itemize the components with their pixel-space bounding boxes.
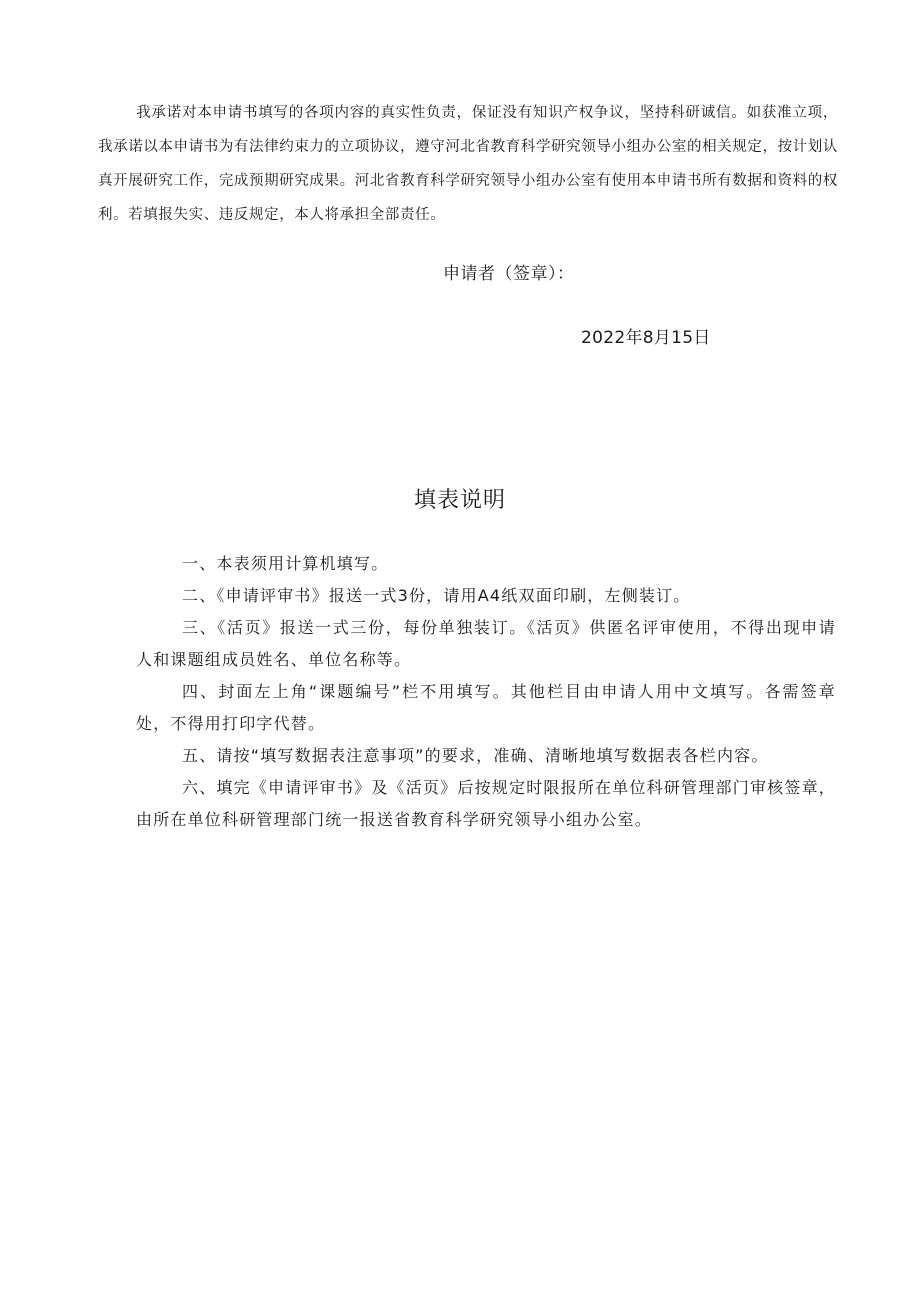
- pledge-paragraph: [98, 96, 838, 232]
- instructions-list: [136, 548, 836, 836]
- pledge-text: 我承诺对本申请书填写的各项内容的真实性负责，保证没有知识产权争议，坚持科研诚信。如获准立项，我承诺以本申请书为有法律约束力的立项协议，遵守河北省教育科学研究领导小组办公室的相关规定，按计划认真开展研究工作，完成预期研究成果。河北省教育科学研究领导小组办公室有使用本申请书所有数据和资料的权利。若填报失实、违反规定，本人将承担全部责任。: [98, 105, 838, 223]
- instruction-item-2: 二、《申请评审书》报送一式3份，请用A4纸双面印刷，左侧装订。: [182, 586, 691, 605]
- instruction-item-1: 一、本表须用计算机填写。: [182, 554, 389, 573]
- applicant-signature-label: 申请者（签章）：: [443, 264, 575, 284]
- instruction-item-3: 三、《活页》报送一式三份，每份单独装订。《活页》供匿名评审使用，不得出现申请人和课题组成员姓名、单位名称等。: [136, 618, 836, 669]
- instructions-title: 填表说明: [413, 488, 506, 513]
- instruction-item-6: 六、填完《申请评审书》及《活页》后按规定时限报所在单位科研管理部门审核签章，由所在单位科研管理部门统一报送省教育科学研究领导小组办公室。: [136, 778, 836, 829]
- signature-date: 2022年8月15日: [581, 328, 711, 348]
- instruction-item-4: 四、封面左上角“课题编号”栏不用填写。其他栏目由申请人用中文填写。各需签章处，不得用打印字代替。: [136, 682, 836, 733]
- instruction-item-5: 五、请按“填写数据表注意事项”的要求，准确、清晰地填写数据表各栏内容。: [182, 746, 769, 765]
